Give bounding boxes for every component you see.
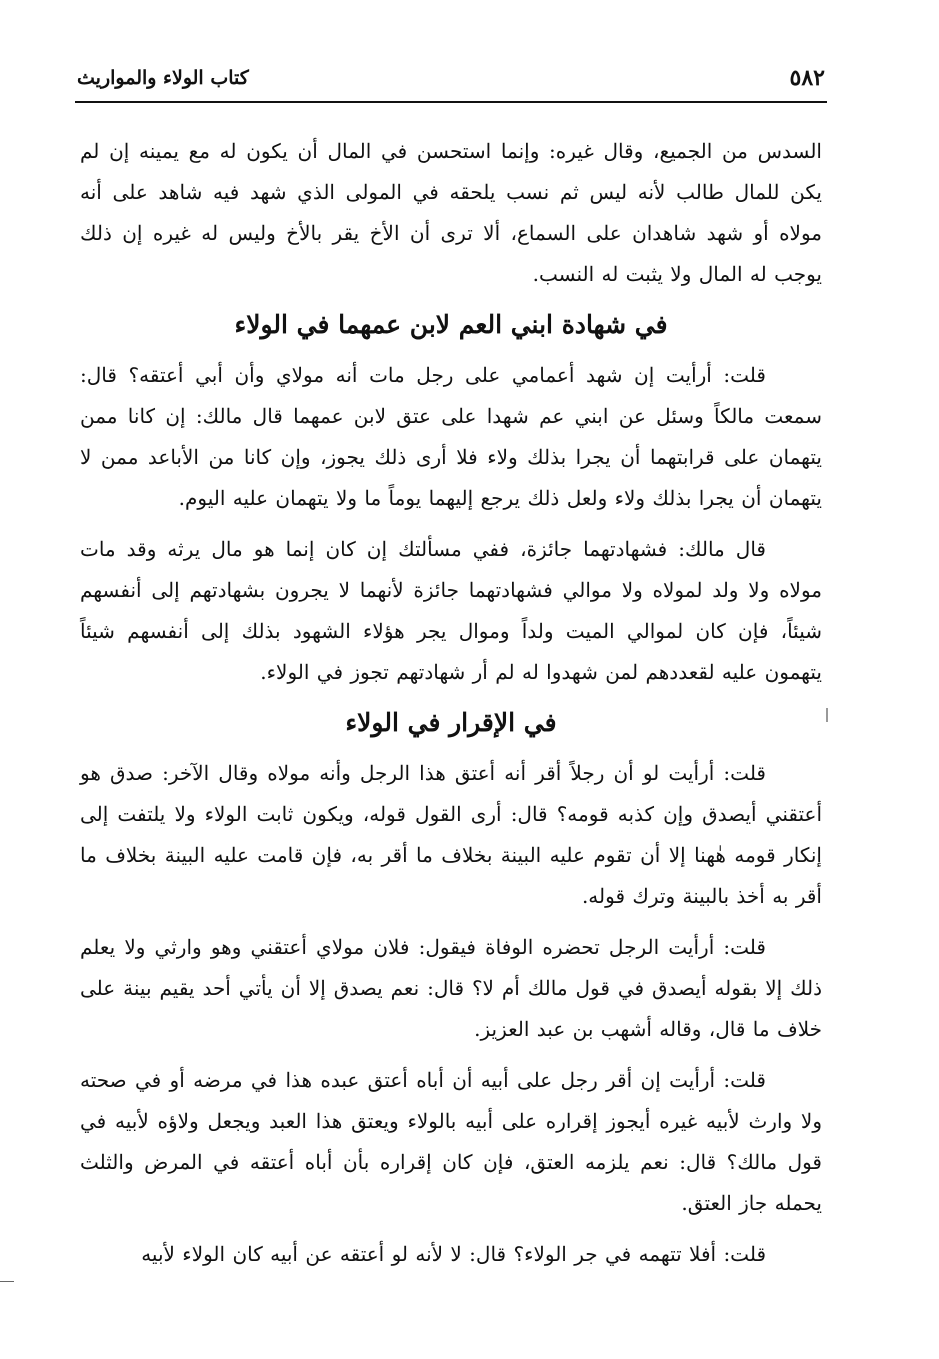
running-title: كتاب الولاء والمواريث: [77, 67, 249, 89]
paragraph-6: قلت: أرأيت إن أقر رجل على أبيه أن أباه أعتق عبده هذا في مرضه أو في صحته ولا وارث لأبيه غيره أيجوز إقراره على أبيه بالولاء ويعتق هذا العبد ويجعل ولاؤه لأبيه في قول مالك؟ قال: نعم يلزمه العتق، فإن كان إقراره بأن أباه أعتقه في المرض والثلث يحمله جاز العتق.: [80, 1068, 822, 1215]
page-header: [77, 58, 825, 98]
page-body: [80, 131, 822, 1275]
paragraph-7: قلت: أفلا تتهمه في جر الولاء؟ قال: لا لأنه لو أعتقه عن أبيه كان الولاء لأبيه: [141, 1242, 766, 1266]
paragraph-gap: [80, 1050, 822, 1060]
section-heading-acknowledgment: في الإقرار في الولاء: [345, 708, 557, 737]
paragraph-1: السدس من الجميع، وقال غيره: وإنما استحسن في المال أن يكون له مع يمينه إن لم يكن للمال طالب لأنه ليس ثم نسب يلحقه في المولى الذي شهد فيه شاهد على أنه مولاه أو شهد شاهدان على السماع، ألا ترى أن الأخ يقر بالأخ وليس له غيره إن ذلك يوجب له المال ولا يثبت له النسب.: [80, 139, 822, 286]
page-number: ٥٨٢: [789, 65, 825, 91]
paragraph-gap: [80, 1224, 822, 1234]
paragraph-gap: [80, 917, 822, 927]
paragraph-2: قلت: أرأيت إن شهد أعمامي على رجل مات أنه مولاي وأن أبي أعتقه؟ قال: سمعت مالكاً وسئل عن ابني عم شهدا على عتق لابن عمهما قال مالك: إن كانا ممن يتهمان على قرابتهما أن يجرا بذلك ولاء فلا أرى ذلك يجوز، وإن كانا من الأباعد ممن لا يتهمان أن يجرا بذلك ولاء ولعل ذلك يرجع إليهما يوماً ما ولا يتهمان عليه اليوم.: [80, 363, 822, 510]
header-rule: [75, 101, 827, 103]
paragraph-4: قلت: أرأيت لو أن رجلاً أقر أنه أعتق هذا الرجل وأنه مولاه وقال الآخر: صدق هو أعتقني أيصدق وإن كذبه قومه؟ قال: أرى القول قوله، ويكون ثابت الولاء ولا يلتفت إلى إنكار قومه هٰهنا إلا أن تقوم عليه البينة بخلاف ما أقر به، فإن قامت عليه البينة بخلاف ما أقر به أخذ بالبينة وترك قوله.: [80, 761, 822, 908]
scan-edge-mark: [0, 1281, 14, 1282]
margin-mark: [826, 708, 828, 722]
section-heading-witness-cousins: في شهادة ابني العم لابن عمهما في الولاء: [234, 310, 668, 339]
paragraph-3: قال مالك: فشهادتهما جائزة، ففي مسألتك إن كان إنما هو مال يرثه وقد مات مولاه ولا ولد لمولاه ولا موالي فشهادتهما جائزة لأنهما لا يجرون بشهادتهم إلى أنفسهم شيئاً، فإن كان لموالي الميت ولداً وموال يجر هؤلاء الشهود بذلك إلى أنفسهم شيئاً يتهمون عليه لقعددهم لمن شهدوا له لم أر شهادتهم تجوز في الولاء.: [80, 537, 822, 684]
paragraph-5: قلت: أرأيت الرجل تحضره الوفاة فيقول: فلان مولاي أعتقني وهو وارثي ولا يعلم ذلك إلا بقوله أيصدق في قول مالك أم لا؟ قال: نعم يصدق إلا أن يأتي أحد يقيم بينة على خلاف ما قال، وقاله أشهب بن عبد العزيز.: [80, 935, 822, 1041]
paragraph-gap: [80, 519, 822, 529]
